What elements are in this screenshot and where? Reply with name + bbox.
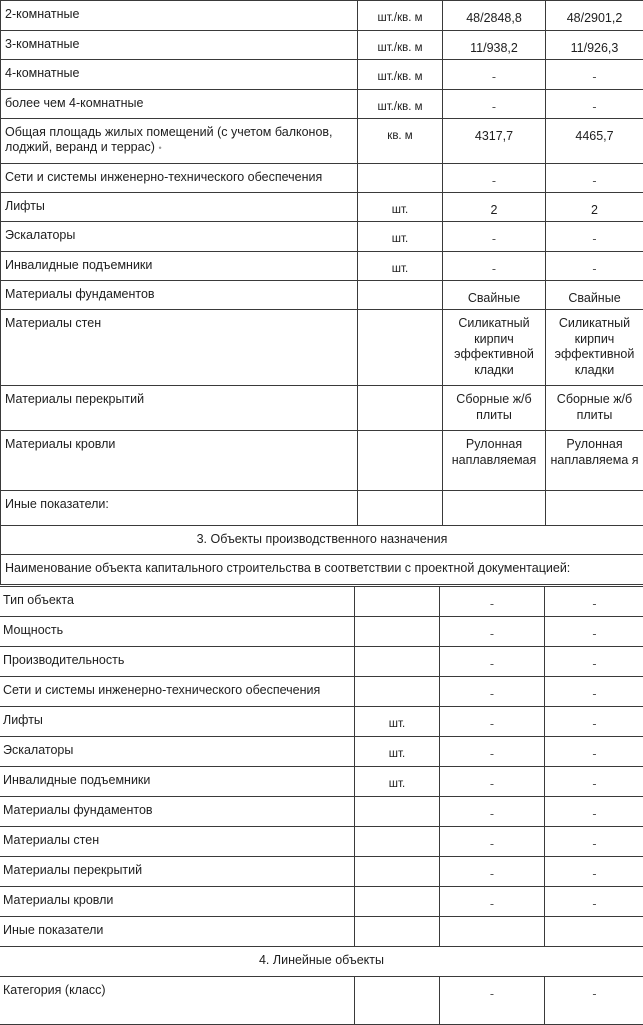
row-unit: шт./кв. м (358, 31, 443, 60)
table-row (0, 767, 643, 797)
row-name: Эскалаторы (1, 222, 358, 252)
row-design-value: Рулонная наплавляемая (443, 431, 546, 491)
row-design-value: - (443, 252, 546, 281)
row-name: Мощность (0, 617, 355, 647)
table-row (1, 119, 643, 164)
row-actual-value: Сборные ж/б плиты (546, 386, 643, 431)
row-unit (355, 677, 440, 707)
row-name: 2-комнатные (1, 1, 358, 31)
table-row (1, 252, 643, 281)
row-actual-value: - (545, 827, 643, 857)
row-unit (355, 647, 440, 677)
row-design-value: Силикатный кирпич эффективной кладки (443, 310, 546, 386)
row-name: Категория (класс) (0, 977, 355, 1025)
row-actual-value: 11/926,3 (546, 31, 643, 60)
row-name: Инвалидные подъемники (0, 767, 355, 797)
table-row (1, 222, 643, 252)
row-design-value: - (443, 60, 546, 90)
row-actual-value: - (546, 90, 643, 119)
row-actual-value: - (546, 60, 643, 90)
table-row (0, 797, 643, 827)
row-actual-value: Силикатный кирпич эффективной кладки (546, 310, 643, 386)
row-name-text: Общая площадь жилых помещений (с учетом балконов, лоджий, веранд и террас) (5, 125, 333, 154)
row-unit (355, 887, 440, 917)
row-design-value: - (440, 617, 545, 647)
row-unit (358, 164, 443, 193)
row-actual-value: - (546, 222, 643, 252)
table-row (1, 310, 643, 386)
row-actual-value (545, 917, 643, 947)
row-unit: шт./кв. м (358, 1, 443, 31)
row-design-value: 48/2848,8 (443, 1, 546, 31)
row-unit (358, 281, 443, 310)
table-row (1, 90, 643, 119)
row-name: Материалы стен (1, 310, 358, 386)
row-design-value: - (440, 857, 545, 887)
row-unit (355, 797, 440, 827)
row-name: Инвалидные подъемники (1, 252, 358, 281)
table-row (1, 193, 643, 222)
row-name: Материалы кровли (1, 431, 358, 491)
row-unit: шт. (358, 222, 443, 252)
row-unit (355, 587, 440, 617)
row-actual-value: - (545, 887, 643, 917)
table-row (1, 31, 643, 60)
row-name: Тип объекта (0, 587, 355, 617)
row-actual-value: - (545, 587, 643, 617)
row-actual-value: 4465,7 (546, 119, 643, 164)
row-design-value: - (443, 90, 546, 119)
table-row (0, 647, 643, 677)
table-row (0, 977, 643, 1025)
row-design-value: - (443, 164, 546, 193)
row-name: Материалы фундаментов (1, 281, 358, 310)
row-design-value: Свайные (443, 281, 546, 310)
table-row (0, 827, 643, 857)
row-design-value: - (440, 587, 545, 617)
row-unit (355, 617, 440, 647)
row-unit (355, 857, 440, 887)
table-row (1, 1, 643, 31)
row-unit (355, 827, 440, 857)
row-design-value: - (443, 222, 546, 252)
row-actual-value: - (545, 857, 643, 887)
table-row (0, 737, 643, 767)
row-unit (358, 386, 443, 431)
row-unit (358, 491, 443, 526)
table-row (0, 617, 643, 647)
row-actual-value: - (545, 977, 643, 1025)
table-row (1, 281, 643, 310)
row-design-value (440, 917, 545, 947)
row-unit (358, 310, 443, 386)
row-design-value: Сборные ж/б плиты (443, 386, 546, 431)
row-actual-value: - (545, 737, 643, 767)
row-name: Материалы фундаментов (0, 797, 355, 827)
row-design-value: - (440, 647, 545, 677)
row-name: Иные показатели (0, 917, 355, 947)
row-actual-value: - (546, 164, 643, 193)
row-design-value: - (440, 977, 545, 1025)
table-row (0, 587, 643, 617)
row-unit (358, 431, 443, 491)
section-3-subtitle: Наименование объекта капитального строительства в соответствии с проектной документацией: (1, 555, 643, 585)
pen-mark-icon: • (158, 143, 161, 153)
row-actual-value: 2 (546, 193, 643, 222)
row-actual-value: Свайные (546, 281, 643, 310)
table-row (0, 677, 643, 707)
row-name: Сети и системы инженерно-технического обеспечения (0, 677, 355, 707)
row-name: Сети и системы инженерно-технического обеспечения (1, 164, 358, 193)
row-unit: шт. (355, 707, 440, 737)
row-design-value: 11/938,2 (443, 31, 546, 60)
row-actual-value: - (545, 707, 643, 737)
row-actual-value: - (545, 797, 643, 827)
row-design-value: - (440, 677, 545, 707)
row-unit: шт. (358, 193, 443, 222)
row-name (1, 119, 358, 164)
row-design-value (443, 491, 546, 526)
row-actual-value: - (545, 617, 643, 647)
row-actual-value: 48/2901,2 (546, 1, 643, 31)
row-actual-value: - (546, 252, 643, 281)
row-name: 4-комнатные (1, 60, 358, 90)
row-name: Иные показатели: (1, 491, 358, 526)
section-header-row (0, 947, 643, 977)
row-name: Лифты (1, 193, 358, 222)
row-name: Материалы кровли (0, 887, 355, 917)
row-name: Материалы стен (0, 827, 355, 857)
row-unit: шт./кв. м (358, 60, 443, 90)
table-row (1, 491, 643, 526)
table-row (1, 60, 643, 90)
table-row (0, 887, 643, 917)
row-actual-value: - (545, 677, 643, 707)
row-unit: шт. (358, 252, 443, 281)
row-design-value: 2 (443, 193, 546, 222)
row-name: Материалы перекрытий (0, 857, 355, 887)
row-design-value: 4317,7 (443, 119, 546, 164)
row-actual-value: - (545, 647, 643, 677)
section-subtitle-row (1, 555, 643, 585)
row-name: Лифты (0, 707, 355, 737)
table-row (1, 431, 643, 491)
row-name: более чем 4-комнатные (1, 90, 358, 119)
row-name: Производительность (0, 647, 355, 677)
row-design-value: - (440, 767, 545, 797)
row-design-value: - (440, 797, 545, 827)
row-unit (355, 977, 440, 1025)
section-header-row (1, 526, 643, 555)
section-3-title: 3. Объекты производственного назначения (1, 526, 643, 555)
table-row (0, 917, 643, 947)
table-row (1, 386, 643, 431)
table-row (1, 164, 643, 193)
row-name: Эскалаторы (0, 737, 355, 767)
row-unit: шт. (355, 737, 440, 767)
row-unit: кв. м (358, 119, 443, 164)
table-row (0, 707, 643, 737)
row-design-value: - (440, 737, 545, 767)
row-name: Материалы перекрытий (1, 386, 358, 431)
row-unit: шт. (355, 767, 440, 797)
row-name: 3-комнатные (1, 31, 358, 60)
section-4-title: 4. Линейные объекты (0, 947, 643, 977)
row-unit (355, 917, 440, 947)
row-actual-value: Рулонная наплавляема я (546, 431, 643, 491)
row-design-value: - (440, 707, 545, 737)
table-row (0, 857, 643, 887)
row-unit: шт./кв. м (358, 90, 443, 119)
row-design-value: - (440, 827, 545, 857)
row-actual-value: - (545, 767, 643, 797)
production-table (0, 586, 643, 1025)
row-actual-value (546, 491, 643, 526)
row-design-value: - (440, 887, 545, 917)
